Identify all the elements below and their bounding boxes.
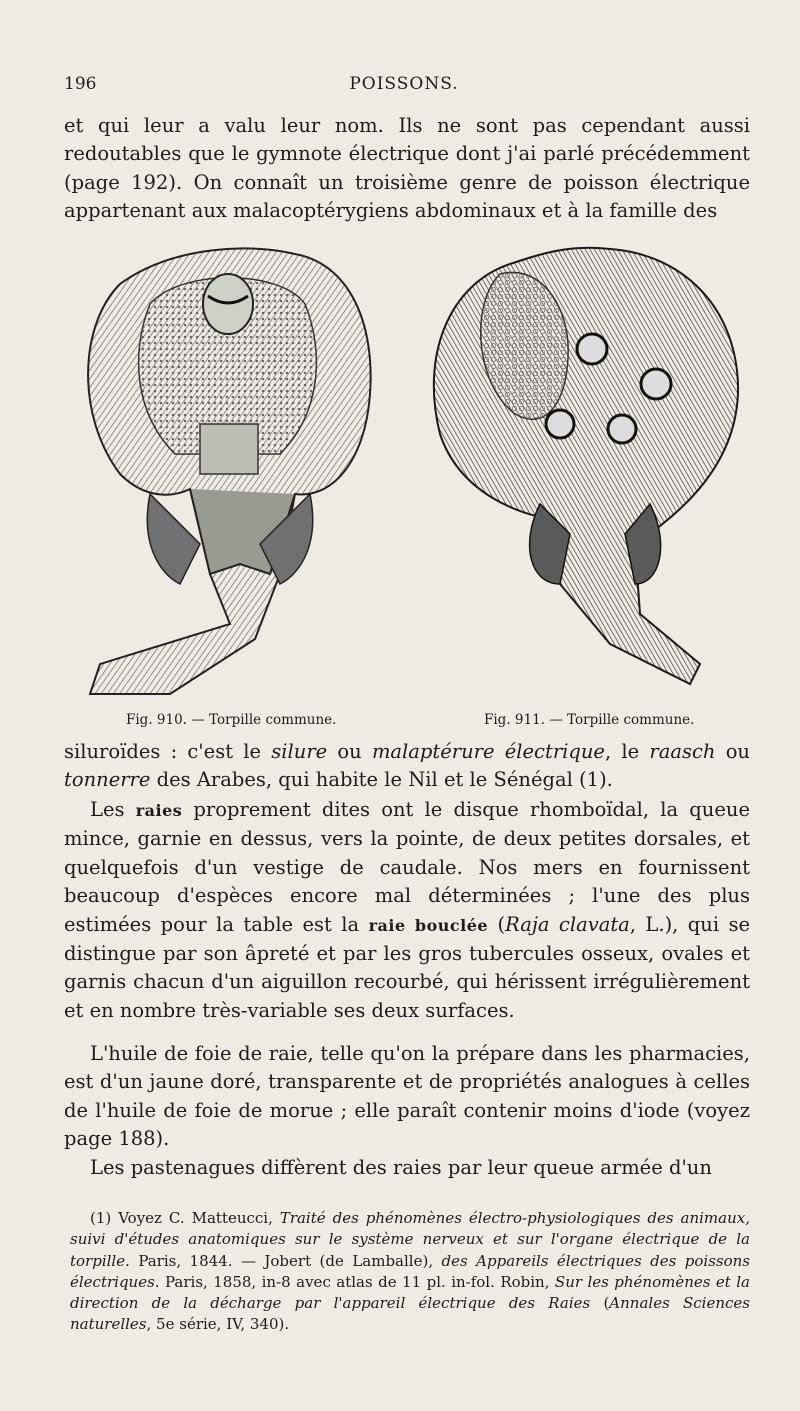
figure-910-caption: Fig. 910. — Torpille commune. — [126, 712, 337, 728]
torpedo-ventral-illustration — [80, 244, 380, 704]
running-title: POISSONS. — [349, 74, 459, 94]
page-header — [64, 74, 744, 102]
paragraph-pastenagues: Les pastenagues diffèrent des raies par leur queue armée d'un — [90, 1156, 712, 1179]
page-number: 196 — [64, 74, 97, 94]
paragraph-huile: L'huile de foie de raie, telle qu'on la prépare dans les pharmacies, est d'un jaune doré, transparente et de propriétés analogues à celles de l'huile de foie de morue ; elle paraît contenir moins d'iode (voyez page 188). — [64, 1042, 750, 1151]
paragraph-siluroides: siluroïdes : c'est le silure ou malaptérure électrique, le raasch ou tonnerre des Arabes, qui habite le Nil et le Sénégal (1). — [64, 740, 750, 792]
footnote-1: (1) Voyez C. Matteucci, Traité des phénomènes électro-physiologiques des animaux, suivi d'études anatomiques sur le système nerveux et sur l'organe électrique de la torpille. Paris, 1844. — Jobert (de Lamballe), des Appareils électriques des poissons électriques. Paris, 1858, in-8 avec atlas de 11 pl. in-fol. Robin, Sur les phénomènes et la direction de la décharge par l'appareil électrique des Raies (Annales Sciences naturelles, 5e série, IV, 340). — [70, 1209, 750, 1334]
figure-plate — [70, 244, 750, 714]
paragraph-raies: Les raies proprement dites ont le disque rhomboïdal, la queue mince, garnie en dessus, vers la pointe, de deux petites dorsales, et quelquefois d'un vestige de caudale. Nos mers en fournissent beaucoup d'espèces encore mal déterminées ; l'une des plus estimées pour la table est la raie bouclée (Raja clavata, L.), qui se distingue par son âpreté et par les gros tubercules osseux, ovales et garnis chacun d'un aiguillon recourbé, qui hérissent irrégulièrement et en nombre très-variable ses deux surfaces. — [64, 798, 751, 1022]
footnote-block — [70, 1208, 750, 1336]
paragraph-intro: et qui leur a valu leur nom. Ils ne sont pas cependant aussi redoutables que le gymnote électrique dont j'ai parlé précédemment (page 192). On connaît un troisième genre de poisson électrique appartenant aux malacoptérygiens abdominaux et à la famille des — [64, 114, 750, 223]
torpedo-dorsal-illustration — [420, 244, 750, 704]
figure-911-caption: Fig. 911. — Torpille commune. — [484, 712, 695, 728]
